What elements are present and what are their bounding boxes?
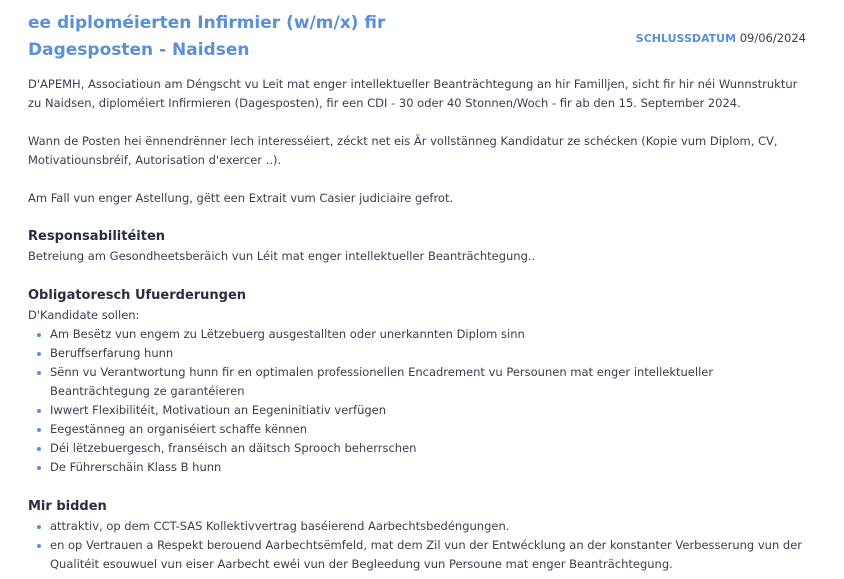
job-title-line-1: ee diploméierten Infirmier (w/m/x) fir	[28, 13, 386, 33]
list-item: Beruffserfarung hunn	[50, 344, 810, 363]
responsibilities-heading: Responsabilitéiten	[28, 229, 166, 244]
deadline-label: SCHLUSSDATUM	[635, 32, 737, 45]
job-title-line-2: Dagesposten - Naidsen	[28, 40, 250, 60]
requirements-list	[28, 325, 810, 477]
job-header	[28, 10, 810, 66]
requirements-intro: D'Kandidate sollen:	[28, 308, 140, 322]
list-item: attraktiv, op dem CCT-SAS Kollektivvertrag baséierend Aarbechtsbedéngungen.	[50, 517, 810, 536]
requirements-heading: Obligatoresch Ufuerderungen	[28, 288, 247, 303]
intro-paragraph: D'APEMH, Associatioun am Déngscht vu Leit mat enger intellektueller Beanträchtegung an hir Familljen, sicht fir hir néi Wunnstruktur zu Naidsen, diploméiert Infirmieren (Dagesposten), fir een CDI - 30 oder 40 Stonnen/Woch - fir ab den 15. September 2024.	[28, 77, 798, 110]
list-item: Sënn vu Verantwortung hunn fir en optimalen professionellen Encadrement vu Persounen mat enger intellektueller Beanträchtegung ze garantéieren	[50, 363, 810, 401]
job-posting	[28, 10, 810, 574]
list-item: Am Besëtz vun engem zu Lëtzebuerg ausgestallten oder unerkannten Diplom sinn	[50, 325, 810, 344]
casier-paragraph: Am Fall vun enger Astellung, gëtt een Extrait vum Casier judiciaire gefrot.	[28, 191, 454, 205]
offer-list	[28, 517, 810, 574]
job-title	[28, 10, 608, 64]
deadline	[636, 31, 806, 45]
list-item: Déi lëtzebuergesch, franséisch an däitsch Sprooch beherrschen	[50, 439, 810, 458]
list-item: en op Vertrauen a Respekt berouend Aarbechtsëmfeld, mat dem Zil vun der Entwécklung an der konstanter Verbesserung vun der Qualitéit esouwuel vun eiser Aarbecht ewéi vun der Begleedung vun Persoune mat enger Beanträchtegung.	[50, 536, 810, 574]
offer-heading: Mir bidden	[28, 499, 107, 514]
deadline-date: 09/06/2024	[739, 31, 806, 45]
list-item: Iwwert Flexibilitéit, Motivatioun an Eegeninitiativ verfügen	[50, 401, 810, 420]
application-paragraph: Wann de Posten hei ënnendrënner lech interesséiert, zéckt net eis Är vollstänneg Kandidatur ze schécken (Kopie vum Diplom, CV, Motivatiounsbréif, Autorisation d'exercer ..).	[28, 134, 778, 167]
list-item: De Führerschäin Klass B hunn	[50, 458, 810, 477]
list-item: Eegestänneg an organiséiert schaffe kënnen	[50, 420, 810, 439]
responsibilities-text: Betreiung am Gesondheetsberäich vun Léit mat enger intellektueller Beanträchtegung..	[28, 249, 536, 263]
